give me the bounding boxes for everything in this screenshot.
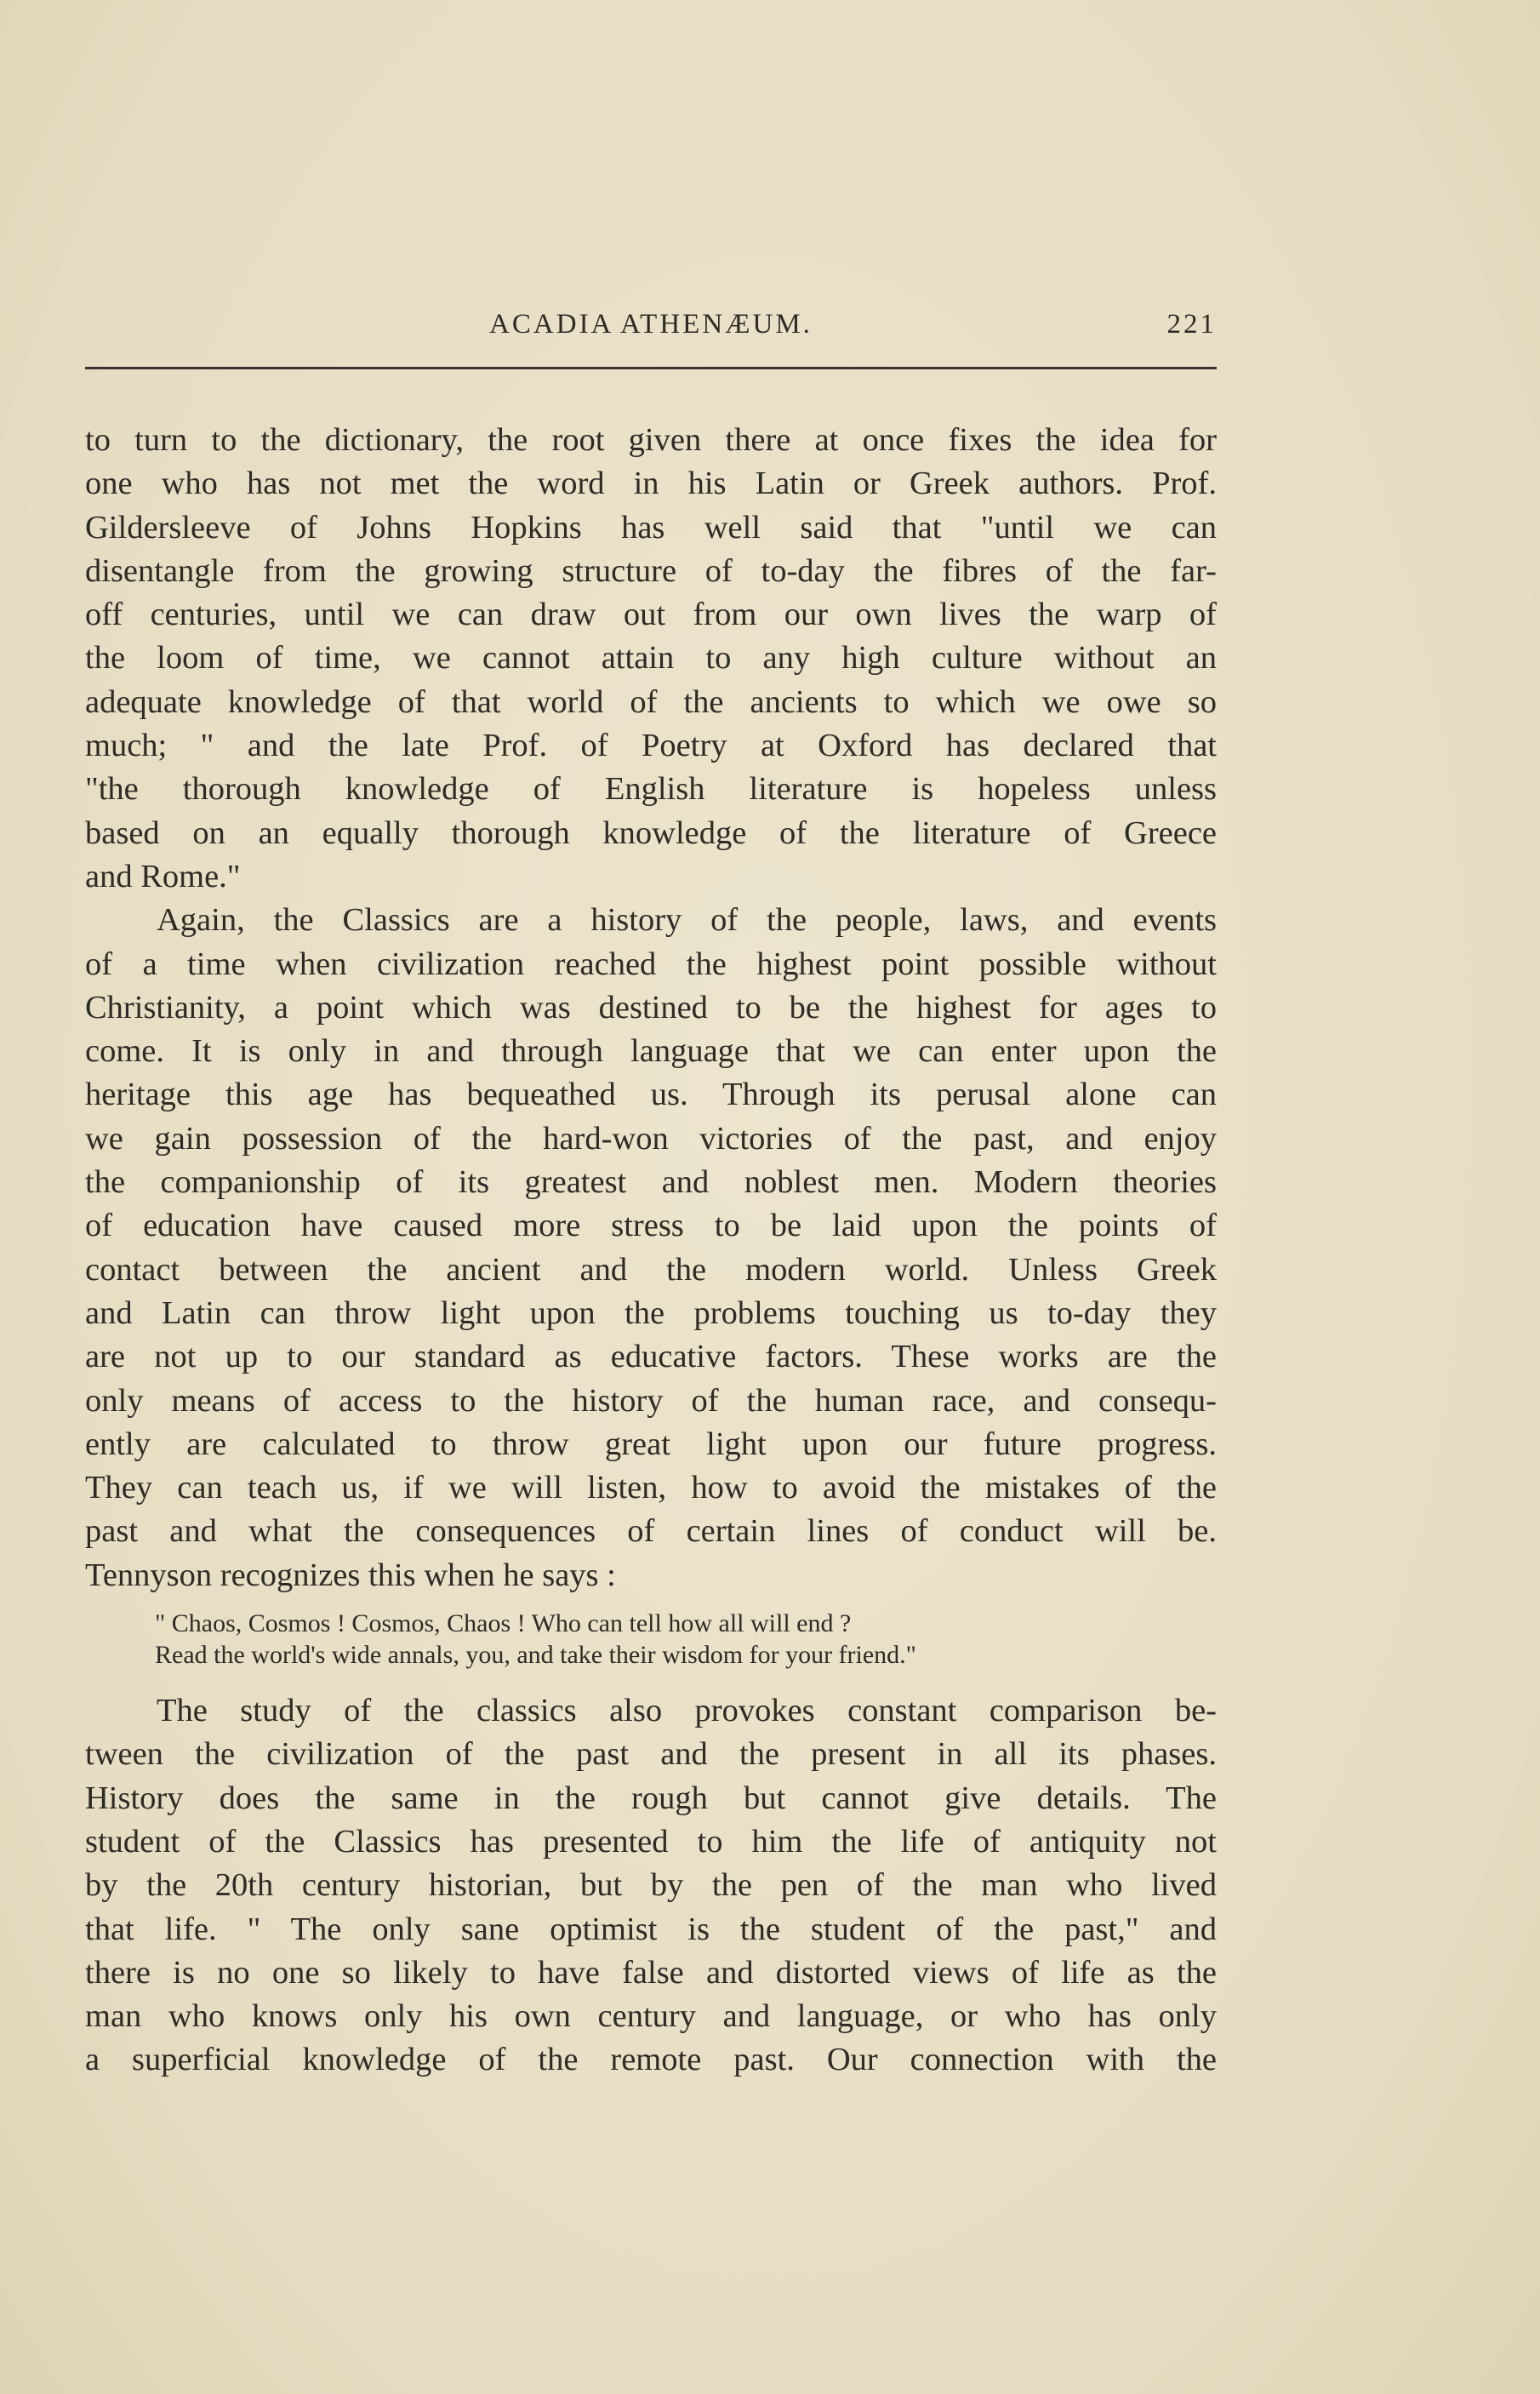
page-number: 221 <box>1166 309 1217 340</box>
running-title: ACADIA ATHENÆUM. <box>489 309 813 340</box>
text-line: by the 20th century historian, but by the pen of the man who lived <box>85 1867 1217 1904</box>
text-line: the loom of time, we cannot attain to any high culture without an <box>85 640 1217 677</box>
text-line: student of the Classics has presented to him the life of antiquity not <box>85 1823 1217 1860</box>
text-line: to turn to the dictionary, the root given there at once fixes the idea for <box>85 422 1217 458</box>
verse-line: Read the world's wide annals, you, and take their wisdom for your friend." <box>155 1641 916 1670</box>
text-line: based on an equally thorough knowledge of the literature of Greece <box>85 814 1217 851</box>
text-line: one who has not met the word in his Latin or Greek authors. Prof. <box>85 466 1217 502</box>
text-line: Tennyson recognizes this when he says : <box>85 1557 616 1593</box>
text-line: History does the same in the rough but cannot give details. The <box>85 1780 1217 1816</box>
text-line: the companionship of its greatest and noblest men. Modern theories <box>85 1164 1217 1201</box>
text-line: and Rome." <box>85 858 241 894</box>
text-line: that life. " The only sane optimist is the student of the past," and <box>85 1911 1217 1947</box>
text-line: The study of the classics also provokes constant comparison be- <box>157 1693 1217 1729</box>
text-line: only means of access to the history of the human race, and consequ- <box>85 1382 1217 1419</box>
text-line: off centuries, until we can draw out from our own lives the warp of <box>85 597 1217 633</box>
text-line: there is no one so likely to have false and distorted views of life as the <box>85 1954 1217 1991</box>
text-line: are not up to our standard as educative factors. These works are the <box>85 1339 1217 1375</box>
text-line: Again, the Classics are a history of the people, laws, and events <box>157 902 1217 939</box>
verse-quotation <box>85 1608 1217 1671</box>
paragraph-1 <box>85 419 1217 899</box>
text-line: "the thorough knowledge of English literature is hopeless unless <box>85 771 1217 808</box>
text-line: of a time when civilization reached the highest point possible without <box>85 946 1217 982</box>
text-line: man who knows only his own century and language, or who has only <box>85 1998 1217 2035</box>
running-head <box>85 302 1217 345</box>
text-line: and Latin can throw light upon the problems touching us to-day they <box>85 1294 1217 1331</box>
text-line: we gain possession of the hard-won victories of the past, and enjoy <box>85 1120 1217 1157</box>
text-line: They can teach us, if we will listen, how to avoid the mistakes of the <box>85 1470 1217 1506</box>
text-line: of education have caused more stress to be laid upon the points of <box>85 1208 1217 1244</box>
text-line: adequate knowledge of that world of the ancients to which we owe so <box>85 683 1217 720</box>
paragraph-3 <box>85 1689 1217 2083</box>
text-line: come. It is only in and through language that we can enter upon the <box>85 1033 1217 1070</box>
body-text <box>85 419 1217 2083</box>
paragraph-2 <box>85 899 1217 1597</box>
text-line: heritage this age has bequeathed us. Through its perusal alone can <box>85 1077 1217 1113</box>
text-line: Gildersleeve of Johns Hopkins has well said that "until we can <box>85 509 1217 546</box>
header-rule <box>85 367 1217 369</box>
text-line: past and what the consequences of certain lines of conduct will be. <box>85 1513 1217 1550</box>
verse-line: " Chaos, Cosmos ! Cosmos, Chaos ! Who can tell how all will end ? <box>155 1609 852 1638</box>
text-line: Christianity, a point which was destined to be the highest for ages to <box>85 989 1217 1026</box>
text-line: ently are calculated to throw great light upon our future progress. <box>85 1426 1217 1462</box>
text-line: disentangle from the growing structure of to-day the fibres of the far- <box>85 552 1217 589</box>
text-line: much; " and the late Prof. of Poetry at Oxford has declared that <box>85 728 1217 764</box>
text-line: tween the civilization of the past and the present in all its phases. <box>85 1736 1217 1773</box>
text-line: contact between the ancient and the modern world. Unless Greek <box>85 1251 1217 1288</box>
text-line: a superficial knowledge of the remote past. Our connection with the <box>85 2042 1217 2078</box>
